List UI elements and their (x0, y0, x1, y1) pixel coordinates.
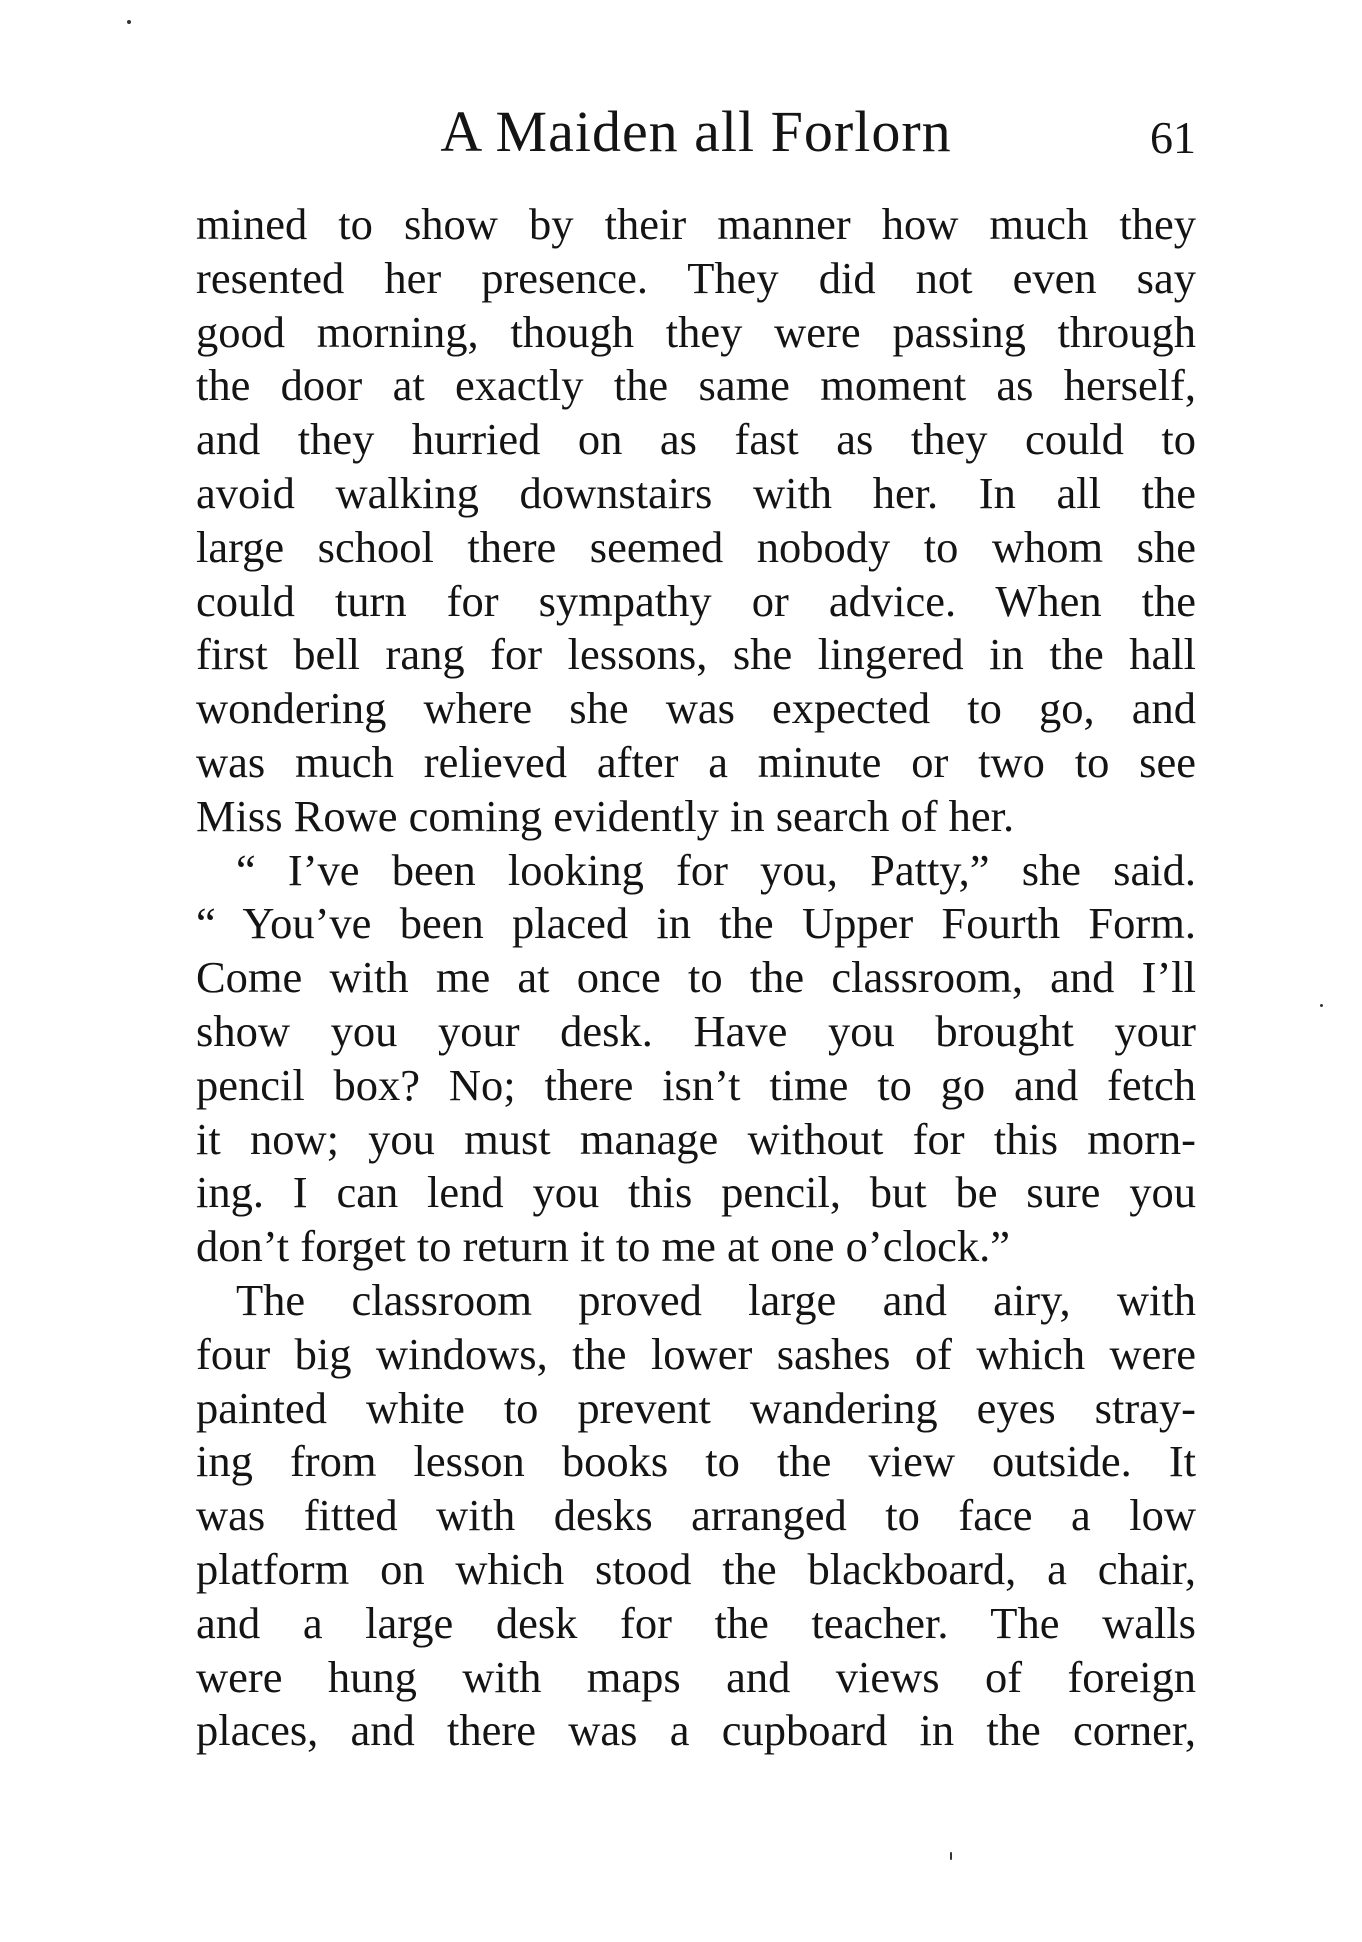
scan-speck (127, 20, 131, 24)
text-line: ing from lesson books to the view outside. It (196, 1436, 1196, 1487)
text-line: first bell rang for lessons, she lingered in the hall (196, 629, 1196, 680)
text-line: was much relieved after a minute or two to see (196, 736, 1196, 787)
text-line: the door at exactly the same moment as herself, (196, 360, 1196, 411)
text-line: resented her presence. They did not even say (196, 252, 1196, 303)
scan-speck (950, 1852, 952, 1860)
text-line: ing. I can lend you this pencil, but be sure you (196, 1167, 1196, 1218)
text-line: large school there seemed nobody to whom she (196, 521, 1196, 572)
page-header (196, 92, 1196, 172)
text-line: could turn for sympathy or advice. When the (196, 575, 1196, 626)
text-line: it now; you must manage without for this morn- (196, 1113, 1196, 1164)
text-line: were hung with maps and views of foreign (196, 1651, 1196, 1702)
text-line: pencil box? No; there isn’t time to go and fetch (196, 1059, 1196, 1110)
running-title: A Maiden all Forlorn (440, 99, 952, 164)
body-text (196, 198, 1196, 1758)
text-line: don’t forget to return it to me at one o’clock.” (196, 1221, 1010, 1272)
text-line: good morning, though they were passing through (196, 306, 1196, 357)
text-line: mined to show by their manner how much they (196, 199, 1196, 249)
text-line: and a large desk for the teacher. The walls (196, 1597, 1196, 1648)
text-line: four big windows, the lower sashes of which were (196, 1328, 1196, 1379)
text-line: Miss Rowe coming evidently in search of her. (196, 790, 1015, 841)
text-line: “ I’ve been looking for you, Patty,” she said. (236, 844, 1196, 895)
text-line: was fitted with desks arranged to face a low (196, 1490, 1196, 1541)
text-line: avoid walking downstairs with her. In all the (196, 467, 1196, 518)
text-line: wondering where she was expected to go, and (196, 683, 1196, 734)
text-line: Come with me at once to the classroom, and I’ll (196, 952, 1196, 1003)
text-line: and they hurried on as fast as they could to (196, 414, 1196, 465)
scan-speck (1320, 1004, 1323, 1007)
text-line: show you your desk. Have you brought your (196, 1005, 1196, 1056)
text-line: places, and there was a cupboard in the corner, (196, 1705, 1196, 1756)
text-line: platform on which stood the blackboard, a chair, (196, 1543, 1196, 1594)
page-number: 61 (1150, 112, 1196, 163)
text-line: “ You’ve been placed in the Upper Fourth Form. (196, 898, 1196, 949)
text-line: painted white to prevent wandering eyes stray- (196, 1382, 1196, 1433)
text-line: The classroom proved large and airy, with (236, 1274, 1196, 1325)
